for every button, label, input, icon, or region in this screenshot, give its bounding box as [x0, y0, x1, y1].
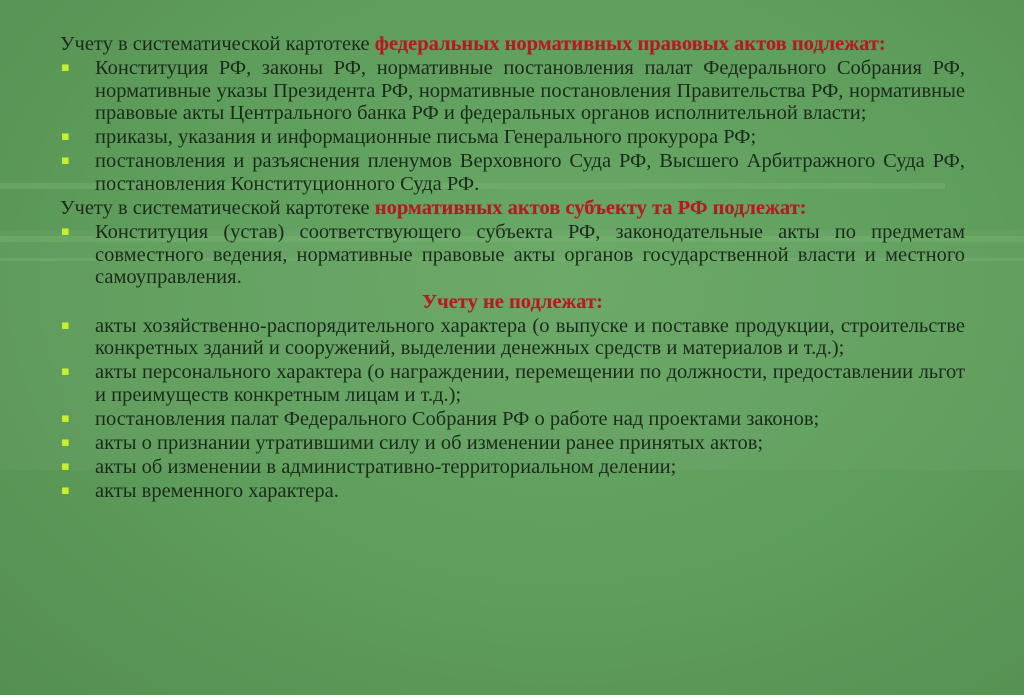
bullet-icon: ▪ [61, 482, 70, 498]
federal-acts-highlight: федеральных нормативных правовых актов подлежат: [374, 33, 886, 55]
list-item [60, 221, 965, 289]
bullet-icon: ▪ [61, 434, 70, 450]
bullet-icon: ▪ [61, 364, 70, 379]
list-item [60, 361, 965, 406]
list-item-text: Конституция (устав) соответствующего субъекта РФ, законодательные акты по предметам совместного ведения, нормативные правовые акты органов государственной власти и местного самоуправления. [95, 221, 965, 288]
federal-acts-list [60, 57, 965, 195]
list-item-text: акты об изменении в административно-территориальном делении; [95, 455, 677, 478]
list-item [60, 150, 965, 195]
list-item-text: акты хозяйственно-распорядительного характера (о выпуске и поставке продукции, строительстве конкретных зданий и сооружений, выделении денежных средств и материалов и т.д.); [95, 314, 965, 359]
subject-acts-heading [60, 197, 965, 220]
federal-acts-intro: Учету в систематической картотеке [60, 33, 375, 55]
subject-acts-list [60, 221, 965, 289]
list-item [60, 432, 965, 455]
federal-acts-heading [60, 33, 965, 56]
list-item [60, 480, 965, 503]
bullet-icon: ▪ [61, 458, 70, 474]
list-item-text: постановления и разъяснения пленумов Верховного Суда РФ, Высшего Арбитражного Суда РФ, постановления Конституционного Суда РФ. [95, 150, 965, 195]
slide-content [60, 33, 965, 502]
list-item [60, 57, 965, 125]
list-item [60, 126, 965, 149]
subject-acts-intro: Учету в систематической картотеке [60, 197, 375, 219]
bullet-icon: ▪ [61, 317, 70, 333]
bullet-icon: ▪ [61, 224, 70, 239]
subject-acts-highlight: нормативных актов субъекту та РФ подлежат: [374, 197, 807, 219]
bullet-icon: ▪ [61, 60, 70, 75]
excluded-heading [60, 291, 965, 314]
list-item-text: приказы, указания и информационные письма Генерального прокурора РФ; [95, 126, 757, 148]
excluded-acts-list [60, 315, 965, 503]
list-item-text: акты временного характера. [95, 479, 339, 502]
list-item [60, 315, 965, 360]
bullet-icon: ▪ [61, 410, 70, 426]
bullet-icon: ▪ [61, 129, 70, 144]
list-item-text: акты персонального характера (о награждении, перемещении по должности, предоставлении льгот и преимуществ конкретным лицам и т.д.); [95, 361, 965, 406]
list-item-text: акты о признании утратившими силу и об изменении ранее принятых актов; [95, 431, 764, 454]
list-item-text: Конституция РФ, законы РФ, нормативные постановления палат Федерального Собрания РФ, нормативные указы Президента РФ, нормативные постановления Правительства РФ, нормативные правовые акты Центрального банка РФ и федеральных органов исполнительной власти; [95, 57, 965, 124]
list-item [60, 456, 965, 479]
list-item [60, 408, 965, 431]
bullet-icon: ▪ [61, 153, 70, 168]
list-item-text: постановления палат Федерального Собрания РФ о работе над проектами законов; [95, 407, 820, 430]
excluded-heading-text: Учету не подлежат: [422, 290, 603, 313]
